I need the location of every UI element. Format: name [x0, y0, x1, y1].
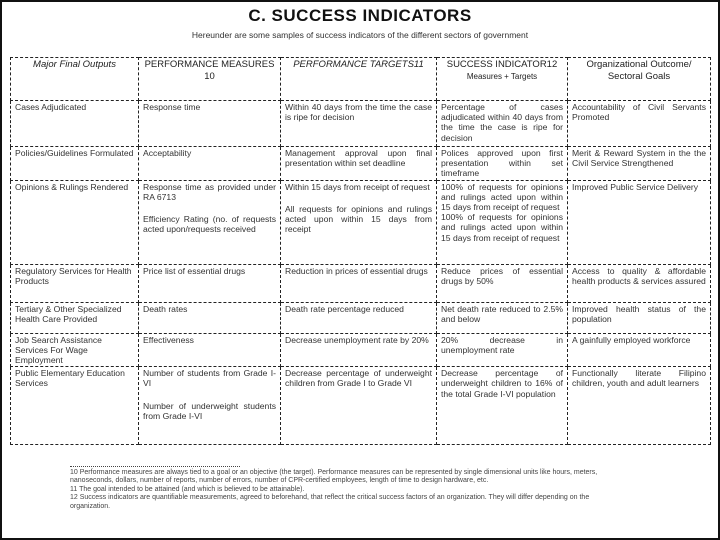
table-row — [11, 147, 711, 181]
cell-output: Regulatory Services for Health Products — [11, 264, 139, 302]
cell-indicator-text: 20% decrease in unemployment rate — [441, 334, 563, 355]
cell-indicator — [437, 180, 568, 264]
cell-measures — [139, 101, 281, 147]
cell-targets-text: Management approval upon final presentation within set deadline — [285, 148, 432, 169]
cell-output: Policies/Guidelines Formulated — [11, 147, 139, 181]
header-success-indicator: SUCCESS INDICATOR12 Measures + Targets — [437, 58, 568, 101]
cell-indicator — [437, 101, 568, 147]
table-row — [11, 302, 711, 333]
cell-indicator — [437, 264, 568, 302]
table-row — [11, 333, 711, 367]
cell-goal: Functionally literate Filipino children, youth and adult learners — [568, 367, 711, 445]
cell-targets-text: Within 15 days from receipt of request — [285, 181, 430, 192]
table-row — [11, 264, 711, 302]
cell-measures — [139, 302, 281, 333]
cell-indicator-text: Percentage of cases adjudicated within 40 days from the time the case is ripe for decision — [441, 102, 563, 143]
cell-targets — [281, 180, 437, 264]
header-organizational-outcome: Organizational Outcome/ Sectoral Goals — [568, 58, 711, 101]
cell-measures-text: Efficiency Rating (no. of requests acted upon/requests received — [143, 214, 276, 235]
footnotes — [70, 469, 630, 511]
cell-indicator-text: 100% of requests for opinions and rulings acted upon within 15 days from receipt of request — [441, 181, 563, 213]
success-indicators-table — [10, 57, 711, 445]
table-row — [11, 101, 711, 147]
cell-indicator — [437, 367, 568, 445]
cell-targets-text: Death rate percentage reduced — [285, 303, 404, 314]
cell-indicator-text: Polices approved upon first presentation within set timeframe — [441, 148, 563, 179]
cell-goal: Accountability of Civil Servants Promoted — [568, 101, 711, 147]
cell-goal: Merit & Reward System in the the Civil Service Strengthened — [568, 147, 711, 181]
header-major-final-outputs: Major Final Outputs — [11, 58, 139, 101]
footnote-11: 11 The goal intended to be attained (and which is believed to be attainable). — [70, 485, 305, 493]
cell-measures-text: Acceptability — [143, 148, 192, 158]
cell-targets — [281, 264, 437, 302]
cell-targets-text: Within 40 days from the time the case is ripe for decision — [285, 102, 432, 123]
cell-targets-text: All requests for opinions and rulings acted upon within 15 days from receipt — [285, 203, 432, 235]
cell-indicator — [437, 147, 568, 181]
cell-targets-text: Decrease percentage of underweight children from Grade I to Grade VI — [285, 368, 432, 389]
cell-indicator-text: Net death rate reduced to 2.5% and below — [441, 303, 563, 324]
header-performance-measures: PERFORMANCE MEASURES 10 — [139, 58, 281, 101]
cell-indicator-text: Reduce prices of essential drugs by 50% — [441, 265, 563, 286]
cell-output: Tertiary & Other Specialized Health Care Provided — [11, 302, 139, 333]
cell-measures — [139, 367, 281, 445]
cell-output: Job Search Assistance Services For Wage Employment — [11, 333, 139, 367]
table-header-row — [11, 58, 711, 101]
cell-output: Opinions & Rulings Rendered — [11, 180, 139, 264]
cell-goal: A gainfully employed workforce — [568, 333, 711, 367]
cell-measures-text: Response time as provided under RA 6713 — [143, 181, 276, 202]
cell-measures — [139, 333, 281, 367]
cell-targets — [281, 147, 437, 181]
cell-measures-text: Response time — [143, 102, 201, 112]
cell-targets — [281, 101, 437, 147]
footnote-12: 12 Success indicators are quantifiable measurements, agreed to beforehand, that reflect the critical success factors of an organization. They will differ depending on the organization. — [70, 494, 590, 510]
cell-goal: Access to quality & affordable health products & services assured — [568, 264, 711, 302]
cell-measures — [139, 264, 281, 302]
cell-targets-text: Reduction in prices of essential drugs — [285, 265, 428, 276]
header-performance-targets: PERFORMANCE TARGETS11 — [281, 58, 437, 101]
cell-goal: Improved Public Service Delivery — [568, 180, 711, 264]
cell-measures — [139, 180, 281, 264]
cell-goal: Improved health status of the population — [568, 302, 711, 333]
cell-indicator — [437, 302, 568, 333]
cell-targets — [281, 333, 437, 367]
cell-measures-text: Number of underweight students from Grade I-VI — [143, 400, 276, 421]
cell-measures-text: Price list of essential drugs — [143, 265, 246, 276]
page-subtitle: Hereunder are some samples of success indicators of the different sectors of government — [191, 30, 529, 40]
cell-targets — [281, 302, 437, 333]
table-row — [11, 367, 711, 445]
cell-measures-text: Effectiveness — [143, 334, 194, 345]
cell-targets — [281, 367, 437, 445]
cell-indicator-text: 100% of requests for opinions and rulings acted upon within 15 days from receipt of request — [441, 212, 563, 243]
cell-output: Cases Adjudicated — [11, 101, 139, 147]
footnote-10: 10 Performance measures are always tied to a goal or an objective (the target). Performance measures can be represented by single dimensional units like hours, meters, nanoseconds, dollars, number of reports, number of errors, number of CPR-certified employees, length of time to design hardware, etc. — [70, 469, 598, 485]
table-row — [11, 180, 711, 264]
page-title: C. SUCCESS INDICATORS — [248, 6, 472, 25]
cell-targets-text: Decrease unemployment rate by 20% — [285, 334, 429, 345]
footnote-divider — [70, 466, 240, 467]
cell-indicator-text: Decrease percentage of underweight children to 16% of the total Grade I-VI population — [441, 368, 563, 399]
cell-measures-text: Number of students from Grade I-VI — [143, 368, 276, 389]
cell-indicator — [437, 333, 568, 367]
cell-output: Public Elementary Education Services — [11, 367, 139, 445]
cell-measures — [139, 147, 281, 181]
cell-measures-text: Death rates — [143, 303, 188, 314]
